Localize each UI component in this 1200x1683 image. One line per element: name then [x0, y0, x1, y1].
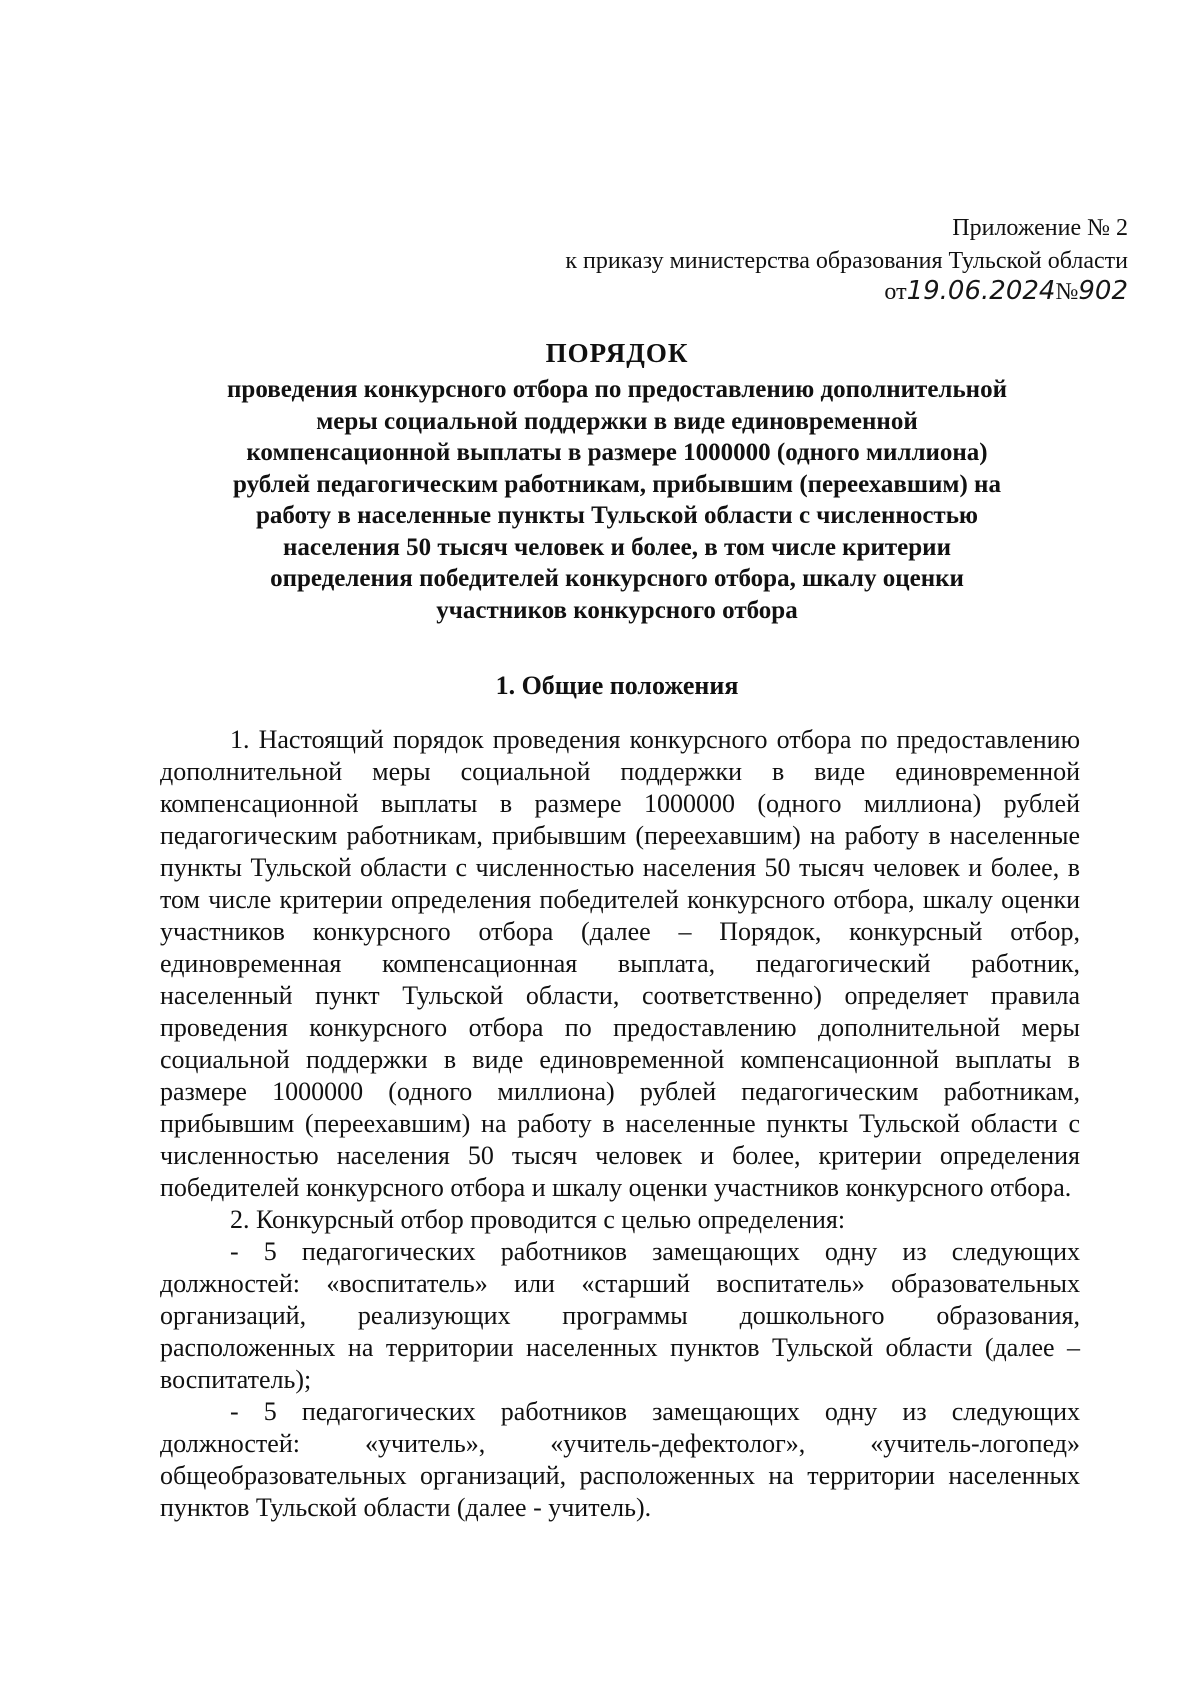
date-prefix: от	[884, 279, 907, 305]
title-line: работу в населенные пункты Тульской области с численностью	[255, 502, 979, 529]
list-item: - 5 педагогических работников замещающих одну из следующих должностей: «воспитатель» или «старший воспитатель» образовательных организаций, реализующих программы дошкольного образования, расположенных на территории населенных пунктов Тульской области (далее – воспитатель);	[160, 1237, 1080, 1394]
paragraph: 2. Конкурсный отбор проводится с целью определения:	[230, 1205, 846, 1234]
title-main: ПОРЯДОК	[545, 338, 689, 368]
attachment-title: Приложение № 2	[952, 215, 1128, 241]
title-line: компенсационной выплаты в размере 1000000 (одного миллиона)	[246, 439, 988, 466]
title-line: проведения конкурсного отбора по предоставлению дополнительной	[227, 376, 1007, 403]
attachment-order-reference: к приказу министерства образования Тульской области	[565, 248, 1128, 274]
attachment-date-number	[408, 275, 1128, 309]
attachment-header	[408, 212, 1128, 312]
title-line: участников конкурсного отбора	[436, 596, 798, 624]
section-heading: 1. Общие положения	[495, 671, 739, 700]
title-line: определения победителей конкурсного отбора, шкалу оценки	[270, 565, 964, 592]
handwritten-date: 19.06.2024	[906, 276, 1056, 306]
document-title	[150, 334, 1084, 626]
title-line: населения 50 тысяч человек и более, в том числе критерии	[283, 533, 951, 561]
section-body	[160, 724, 1080, 1524]
handwritten-number: 902	[1078, 276, 1128, 306]
paragraph: 1. Настоящий порядок проведения конкурсного отбора по предоставлению дополнительной меры социальной поддержки в виде единовременной компенсационной выплаты в размере 1000000 (одного миллиона) рублей педагогическим работникам, прибывшим (переехавшим) на работу в населенные пункты Тульской области с численностью населения 50 тысяч человек и более, в том числе критерии определения победителей конкурсного отбора, шкалу оценки участников конкурсного отбора (далее – Порядок, конкурсный отбор, единовременная компенсационная выплата, педагогический работник, населенный пункт Тульской области, соответственно) определяет правила проведения конкурсного отбора по предоставлению дополнительной меры социальной поддержки в виде единовременной компенсационной выплаты в размере 1000000 (одного миллиона) рублей педагогическим работникам, прибывшим (переехавшим) на работу в населенные пункты Тульской области с численностью населения 50 тысяч человек и более, критерии определения победителей конкурсного отбора и шкалу оценки участников конкурсного отбора.	[160, 725, 1080, 1202]
title-line: меры социальной поддержки в виде единовременной	[316, 407, 918, 435]
title-subtitle	[150, 374, 1084, 626]
number-prefix: №	[1055, 279, 1079, 305]
list-item: - 5 педагогических работников замещающих одну из следующих должностей: «учитель», «учитель-дефектолог», «учитель-логопед» общеобразовательных организаций, расположенных на территории населенных пунктов Тульской области (далее - учитель).	[160, 1397, 1080, 1522]
title-line: рублей педагогическим работникам, прибывшим (переехавшим) на	[233, 470, 1001, 498]
